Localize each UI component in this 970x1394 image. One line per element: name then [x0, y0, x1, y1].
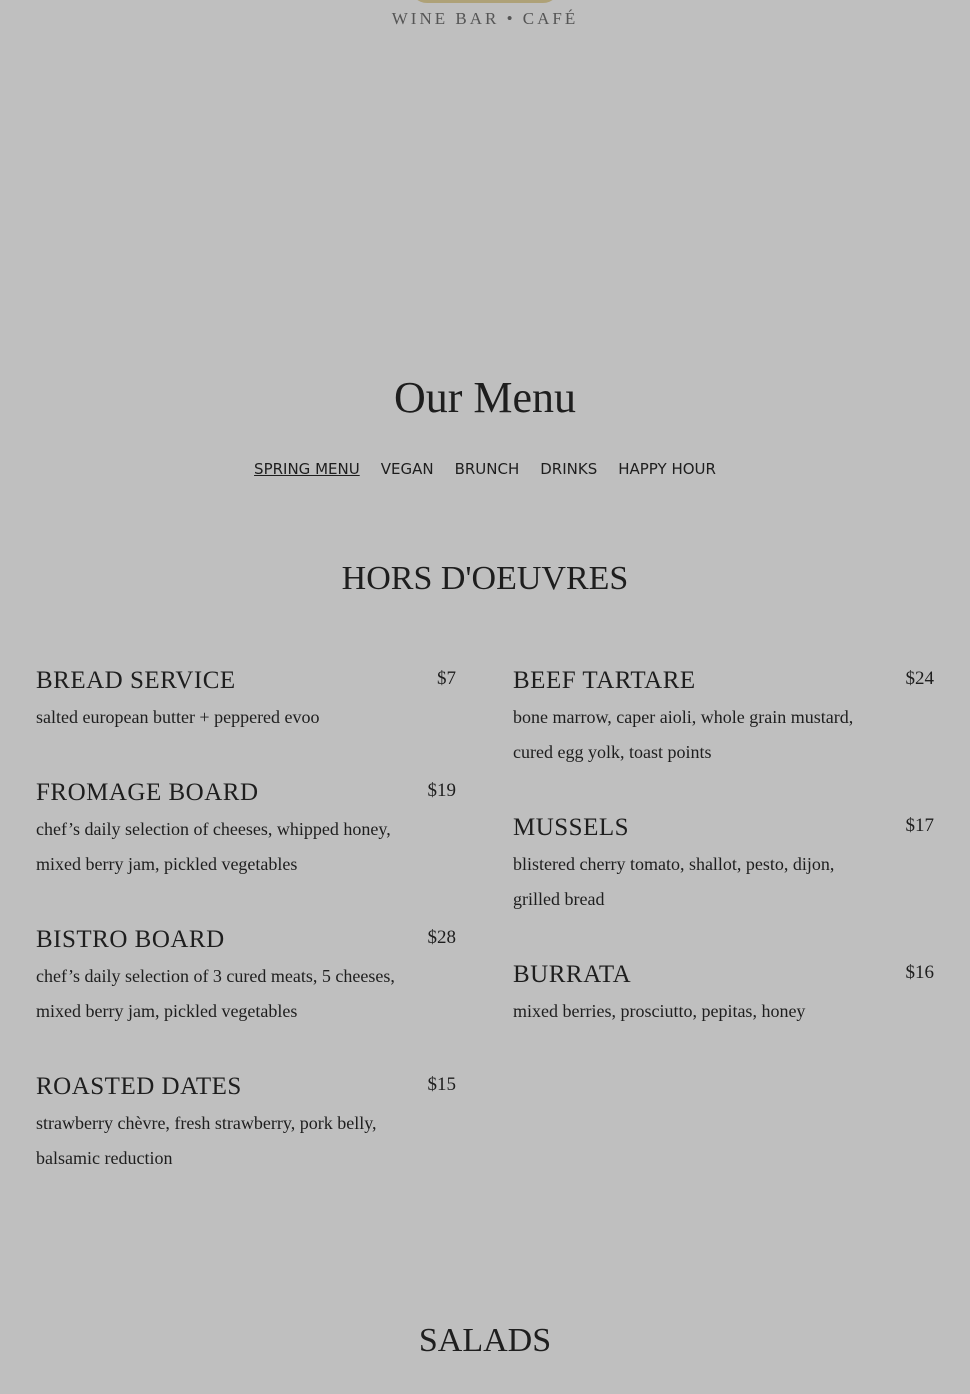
menu-item-price: $7	[437, 668, 456, 689]
menu-item-description: salted european butter + peppered evoo	[36, 707, 320, 727]
menu-item-description: bone marrow, caper aioli, whole grain mustard, cured egg yolk, toast points	[513, 707, 854, 762]
tab-spring-menu[interactable]: SPRING MENU	[254, 460, 360, 478]
menu-item-header	[36, 776, 456, 812]
menu-item-name: BURRATA	[513, 961, 632, 988]
menu-item	[513, 811, 934, 917]
menu-item-name: MUSSELS	[513, 814, 630, 841]
menu-item-price: $24	[905, 668, 934, 689]
menu-item-name: BREAD SERVICE	[36, 667, 236, 694]
menu-item-price: $16	[905, 962, 934, 983]
menu-item-name: BEEF TARTARE	[513, 667, 696, 694]
menu-item-description: blistered cherry tomato, shallot, pesto, dijon, grilled bread	[513, 854, 835, 909]
menu-item	[513, 958, 934, 1029]
tab-drinks[interactable]: DRINKS	[540, 460, 598, 478]
tab-vegan[interactable]: VEGAN	[380, 460, 434, 478]
logo-mark	[410, 0, 560, 3]
menu-item-header	[513, 664, 934, 700]
section-title-hors-doeuvres: HORS D'OEUVRES	[341, 560, 629, 597]
logo[interactable]	[0, 0, 970, 29]
tab-brunch[interactable]: BRUNCH	[454, 460, 520, 478]
menu-item-description: strawberry chèvre, fresh strawberry, pork belly, balsamic reduction	[36, 1113, 377, 1168]
menu-item-name: FROMAGE BOARD	[36, 779, 259, 806]
menu-item-header	[36, 923, 456, 959]
menu-item-price: $15	[427, 1074, 456, 1095]
menu-item-name: BISTRO BOARD	[36, 926, 225, 953]
menu-item-name: ROASTED DATES	[36, 1073, 242, 1100]
menu-column-left	[36, 664, 456, 1217]
menu-item-description: chef’s daily selection of 3 cured meats, 5 cheeses, mixed berry jam, pickled vegetables	[36, 966, 395, 1021]
menu-item-description: mixed berries, prosciutto, pepitas, honey	[513, 1001, 806, 1021]
menu-item-header	[36, 1070, 456, 1106]
menu-item-header	[513, 958, 934, 994]
menu-item	[36, 664, 456, 735]
menu-item-header	[513, 811, 934, 847]
tab-happy-hour[interactable]: HAPPY HOUR	[618, 460, 716, 478]
logo-subtitle: WINE BAR • CAFÉ	[391, 9, 579, 28]
menu-tabs	[0, 460, 970, 478]
page-title: Our Menu	[393, 373, 577, 422]
menu-item-description: chef’s daily selection of cheeses, whipped honey, mixed berry jam, pickled vegetables	[36, 819, 391, 874]
menu-column-right	[513, 664, 934, 1070]
section-title-salads: SALADS	[418, 1322, 552, 1359]
menu-item	[36, 923, 456, 1029]
menu-item	[513, 664, 934, 770]
menu-item-header	[36, 664, 456, 700]
menu-item-price: $28	[427, 927, 456, 948]
menu-item	[36, 776, 456, 882]
menu-item	[36, 1070, 456, 1176]
menu-item-price: $19	[427, 780, 456, 801]
menu-item-price: $17	[905, 815, 934, 836]
